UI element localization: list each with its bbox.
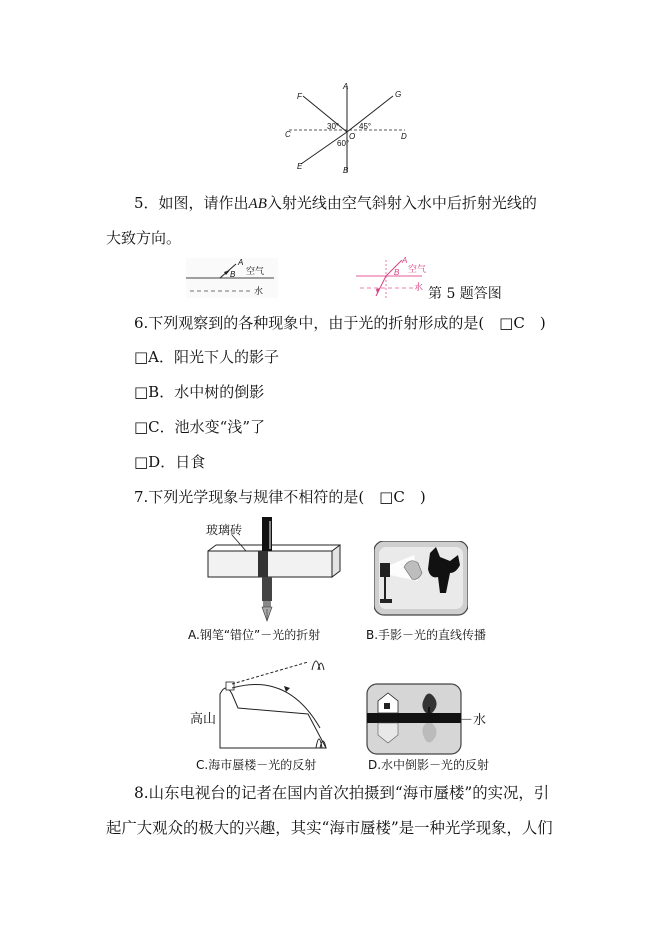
q7-stem: 7.下列光学现象与规律不相符的是( □C ) (134, 488, 426, 506)
panel-c-svg (188, 648, 348, 750)
angle-60: 60° (337, 139, 350, 148)
label-a: A (343, 82, 349, 91)
label-o: O (349, 132, 356, 141)
q5-ans-air: 空气 (408, 265, 427, 275)
q6-stem: 6.下列观察到的各种现象中，由于光的折射形成的是( □C ) (134, 314, 546, 332)
panel-b-svg (374, 541, 468, 617)
ray-oe (301, 132, 350, 164)
q7-panel-c (188, 648, 348, 750)
q6-option-a: □A．阳光下人的影子 (134, 348, 280, 366)
q5-ans-a: A (402, 256, 408, 265)
caption-a: A.钢笔“错位”－光的折射 (188, 628, 321, 642)
reflection-diagram (283, 84, 413, 176)
q5-line2: 大致方向。 (106, 229, 182, 247)
q5-fig-air: 空气 (246, 267, 265, 277)
mountain-label: 高山 (190, 712, 217, 727)
q5-answer-caption: 第 5 题答图 (428, 286, 502, 302)
q6-option-c: □C．池水变“浅”了 (134, 418, 265, 436)
water-label: －水 (460, 713, 487, 728)
label-d: D (401, 132, 407, 141)
glass-brick-label: 玻璃砖 (206, 523, 243, 537)
label-g: G (395, 90, 402, 99)
caption-b: B.手影－光的直线传播 (366, 628, 487, 642)
caption-c: C.海市蜃楼－光的反射 (196, 758, 317, 772)
q5-fig-a: A (238, 258, 244, 267)
q5-ans-water: 水 (414, 283, 424, 293)
q5-answer-figure (356, 256, 430, 300)
q5-fig-water: 水 (254, 287, 264, 297)
q5-ans-b: B (394, 268, 400, 277)
q7-panel-d (366, 683, 464, 755)
q5-question-figure (186, 258, 278, 298)
q5-ab: AB (248, 196, 267, 212)
panel-d-svg (366, 683, 464, 755)
q6-option-d: □D．日食 (134, 453, 206, 471)
label-f: F (297, 92, 302, 101)
angle-45: 45° (359, 122, 372, 131)
q8-line2: 起广大观众的极大的兴趣，其实“海市蜃楼”是一种光学现象，人们 (106, 819, 553, 837)
q5-fig-b: B (230, 270, 236, 279)
ray-fo (303, 96, 347, 132)
q7-panel-a (200, 517, 350, 641)
label-e: E (297, 162, 303, 171)
angle-30: 30° (327, 122, 340, 131)
q7-panel-b (374, 541, 468, 617)
label-c: C (285, 130, 291, 139)
q6-option-b: □B．水中树的倒影 (134, 383, 265, 401)
q8-line1: 8.山东电视台的记者在国内首次拍摄到“海市蜃楼”的实况，引 (134, 784, 550, 802)
q5-line1: 5．如图，请作出AB入射光线由空气斜射入水中后折射光线的 (134, 194, 537, 212)
caption-d: D.水中倒影－光的反射 (368, 758, 490, 772)
label-b: B (343, 166, 349, 175)
water-leader: － (460, 713, 474, 728)
reflection-diagram-svg (283, 84, 413, 176)
